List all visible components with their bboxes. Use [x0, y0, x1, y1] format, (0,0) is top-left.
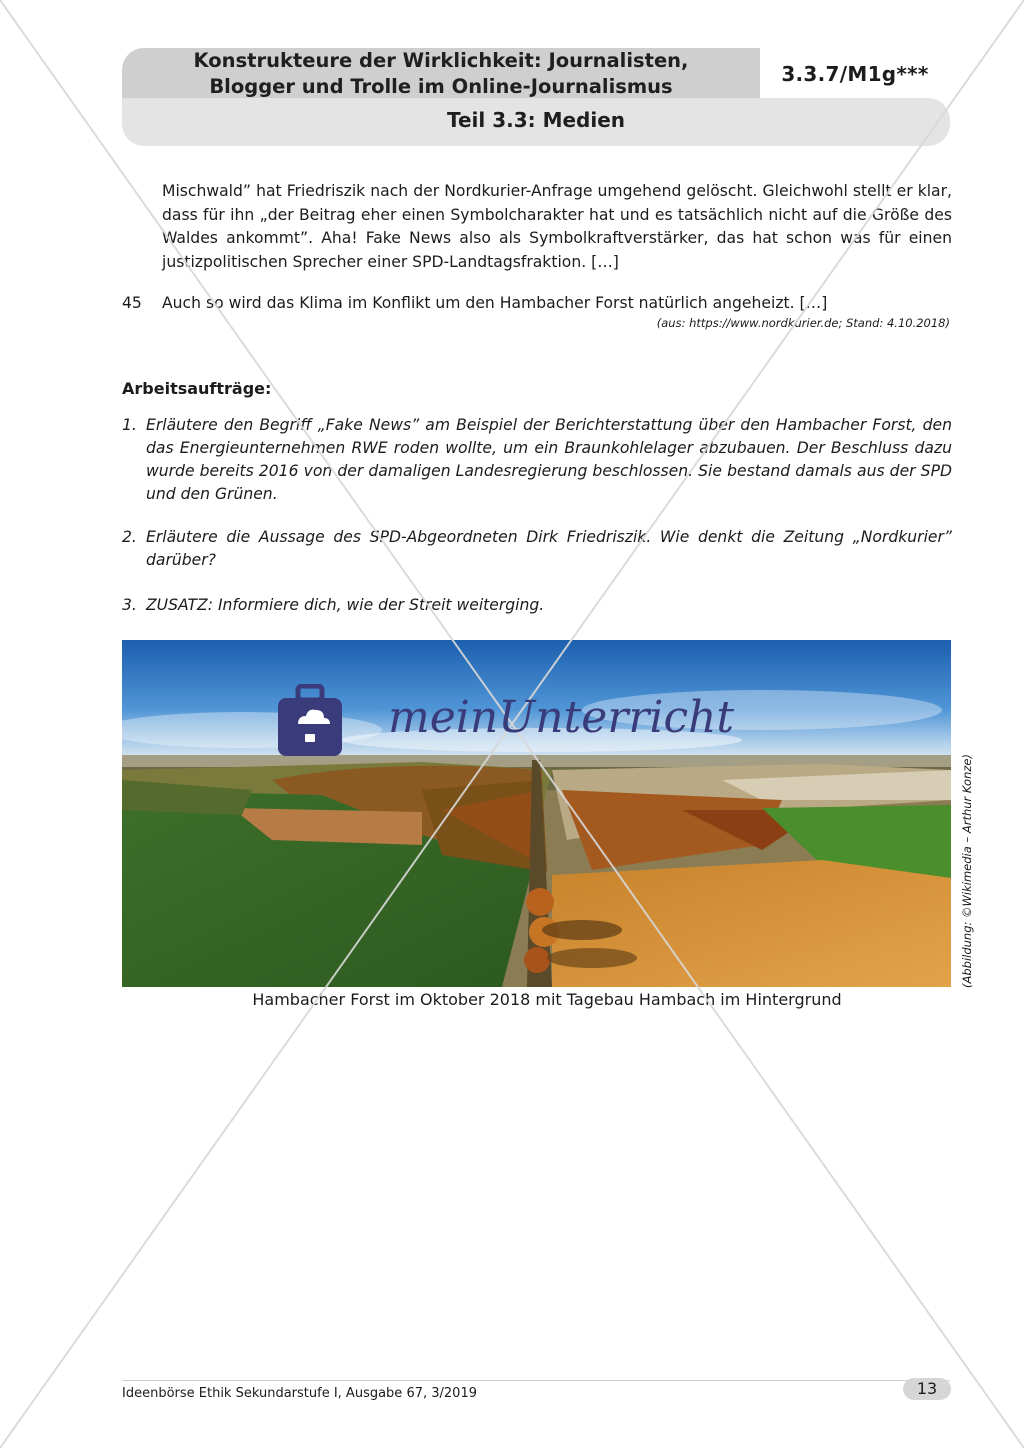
page-number: 13 [903, 1378, 951, 1400]
task-text: ZUSATZ: Informiere dich, wie der Streit weiterging. [146, 596, 545, 614]
tasks-heading: Arbeitsaufträge: [122, 379, 272, 398]
watermark-brand-text: meinUnterricht [388, 692, 735, 743]
task-text: Erläutere die Aussage des SPD-Abgeordneten Dirk Friedriszik. Wie denkt die Zeitung „Nordkurier” darüber? [146, 528, 952, 569]
photo-credit: (Abbildung: ©Wikimedia – Arthur Konze) [960, 754, 974, 988]
task-number: 3. [122, 596, 137, 614]
page-title-line-2: Blogger und Trolle im Online-Journalismus [209, 75, 673, 98]
task-number: 1. [122, 416, 137, 434]
line-number: 45 [122, 294, 142, 312]
source-citation: (aus: https://www.nordkurier.de; Stand: 4.10.2018) [656, 316, 950, 330]
footer-publication: Ideenbörse Ethik Sekundarstufe I, Ausgabe 67, 3/2019 [122, 1386, 477, 1401]
article-paragraph: Mischwald” hat Friedriszik nach der Nordkurier-Anfrage umgehend gelöscht. Gleichwohl stellt er klar, dass für ihn „der Beitrag eher einen Symbolcharakter hat und es tatsächlich nicht auf die Größe des Waldes ankommt”. Aha! Fake News also als Symbolkraftverstärker, das hat schon was für einen justizpolitischen Sprecher einer SPD-Landtagsfraktion. […] [162, 182, 952, 271]
page-title-line-1: Konstrukteure der Wirklichkeit: Journalisten, [193, 49, 689, 72]
material-code: 3.3.7/M1g*** [781, 62, 929, 86]
article-closing-line: Auch so wird das Klima im Konflikt um den Hambacher Forst natürlich angeheizt. […] [162, 294, 828, 312]
task-number: 2. [122, 528, 137, 546]
briefcase-cloud-icon [278, 684, 342, 758]
photo-caption: Hambacher Forst im Oktober 2018 mit Tagebau Hambach im Hintergrund [252, 990, 842, 1009]
section-title: Teil 3.3: Medien [446, 108, 626, 132]
footer-divider [122, 1380, 950, 1381]
task-text: Erläutere den Begriff „Fake News” am Beispiel der Berichterstattung über den Hambacher Forst, den das Energieunternehmen RWE roden wollte, um ein Braunkohlelager abzubauen. Der Beschluss dazu wurde bereits 2016 von der damaligen Landesregierung beschlossen. Sie bestand damals aus der SPD und den Grünen. [146, 416, 952, 503]
